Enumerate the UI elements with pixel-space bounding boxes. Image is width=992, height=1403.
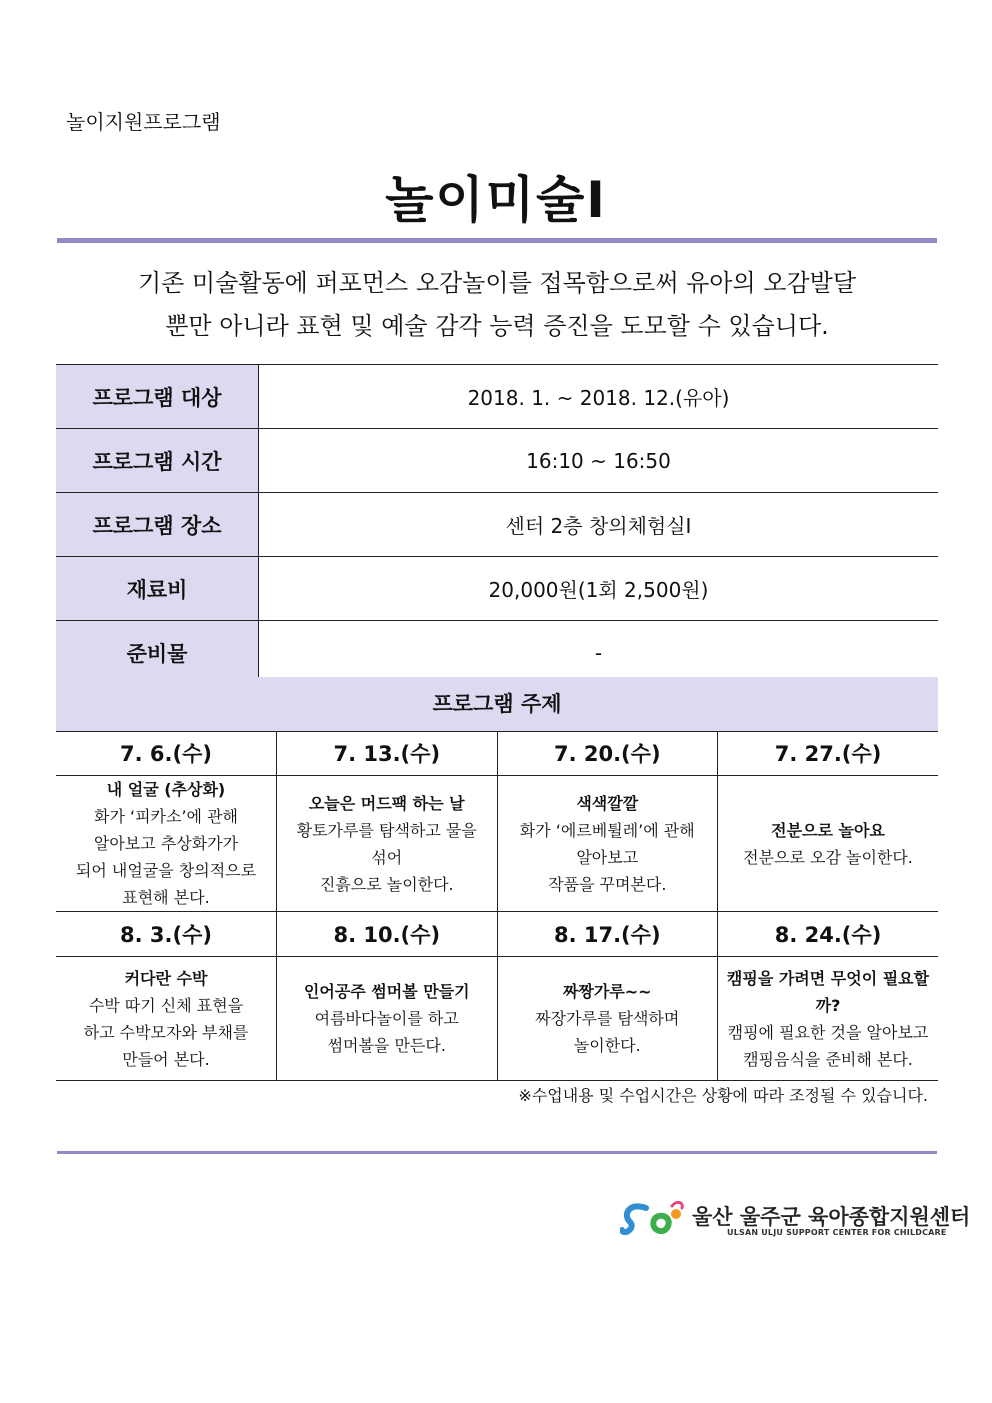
session-desc-line: 놀이한다. xyxy=(573,1036,641,1055)
session-cell xyxy=(497,957,718,1081)
session-title: 내 얼굴 (추상화) xyxy=(106,780,226,799)
session-cell xyxy=(497,776,718,912)
info-value-time: 16:10 ~ 16:50 xyxy=(259,429,939,493)
session-desc-line: 황토가루를 탐색하고 물을 xyxy=(296,820,477,840)
session-desc-line: 여름바다놀이를 하고 xyxy=(314,1009,459,1028)
session-title: 인어공주 썸머볼 만들기 xyxy=(303,982,470,1001)
session-title: 오늘은 머드팩 하는 날 xyxy=(308,793,465,813)
session-cell xyxy=(718,776,939,912)
session-cell xyxy=(56,776,277,912)
info-row xyxy=(56,621,938,685)
session-desc-line: 짜장가루를 탐색하며 xyxy=(535,1009,680,1028)
info-label-supplies: 준비물 xyxy=(56,621,259,685)
session-desc-line: 알아보고 추상화가가 xyxy=(93,834,239,853)
info-value-location: 센터 2층 창의체험실Ⅰ xyxy=(259,493,939,557)
page-title: 놀이미술Ⅰ xyxy=(385,171,607,229)
schedule-note: ※수업내용 및 수업시간은 상황에 따라 조정될 수 있습니다. xyxy=(518,1086,928,1105)
session-title: 캠핑을 가려면 무엇이 필요할까? xyxy=(726,968,930,1015)
session-date: 8. 17.(수) xyxy=(497,912,718,957)
info-label-target: 프로그램 대상 xyxy=(56,365,259,429)
info-value-fee: 20,000원(1회 2,500원) xyxy=(259,557,939,621)
session-date: 7. 6.(수) xyxy=(56,731,277,776)
session-date: 7. 27.(수) xyxy=(718,731,939,776)
session-desc-line: 진흙으로 놀이한다. xyxy=(319,874,454,894)
session-desc-line: 전분으로 오감 놀이한다. xyxy=(743,847,913,867)
session-desc-line: 캠핑음식을 준비해 본다. xyxy=(743,1049,913,1069)
info-value-target: 2018. 1. ~ 2018. 12.(유아) xyxy=(259,365,939,429)
session-date: 8. 10.(수) xyxy=(277,912,498,957)
session-grid xyxy=(56,731,938,1081)
info-row xyxy=(56,429,938,493)
info-label-fee: 재료비 xyxy=(56,557,259,621)
session-cell xyxy=(277,776,498,912)
center-name: 울산 울주군 육아종합지원센터 xyxy=(692,1205,971,1229)
session-desc-line: 화가 ‘에르베튈레’에 관해 xyxy=(519,820,695,840)
session-date-row xyxy=(56,731,938,776)
info-value-supplies: - xyxy=(259,621,939,685)
session-desc-line: 썸머볼을 만든다. xyxy=(327,1036,446,1055)
info-row xyxy=(56,365,938,429)
session-desc-line: 캠핑에 필요한 것을 알아보고 xyxy=(727,1022,929,1042)
session-cell xyxy=(718,957,939,1081)
session-desc-line: 표현해 본다. xyxy=(122,888,210,907)
info-label-time: 프로그램 시간 xyxy=(56,429,259,493)
session-desc-line: 만들어 본다. xyxy=(122,1049,210,1069)
session-title: 커다란 수박 xyxy=(124,968,208,988)
session-title: 전분으로 놀아요 xyxy=(771,820,885,840)
session-cell xyxy=(277,957,498,1081)
program-category: 놀이지원프로그램 xyxy=(66,110,221,134)
center-english-name: ULSAN ULJU SUPPORT CENTER FOR CHILDCARE xyxy=(727,1228,947,1237)
session-desc-line: 되어 내얼굴을 창의적으로 xyxy=(75,861,257,880)
session-content-row xyxy=(56,776,938,912)
session-desc-line: 알아보고 xyxy=(576,847,639,867)
session-date: 7. 20.(수) xyxy=(497,731,718,776)
session-desc-line: 작품을 꾸며본다. xyxy=(548,874,667,894)
session-desc-line: 섞어 xyxy=(371,847,403,867)
center-logo-mark-icon xyxy=(620,1198,690,1242)
theme-header: 프로그램 주제 xyxy=(56,677,938,732)
session-desc-line: 수박 따기 신체 표현을 xyxy=(88,995,244,1015)
session-desc-line: 화가 ‘피카소’에 관해 xyxy=(94,807,238,826)
session-title: 색색깔깔 xyxy=(576,793,639,813)
top-divider xyxy=(57,238,937,243)
bottom-divider xyxy=(57,1151,937,1154)
session-date: 7. 13.(수) xyxy=(277,731,498,776)
center-logo xyxy=(620,1198,971,1248)
intro-line: 기존 미술활동에 퍼포먼스 오감놀이를 접목함으로써 유아의 오감발달 xyxy=(137,269,857,297)
program-info-table xyxy=(56,364,938,685)
intro-paragraph xyxy=(57,262,937,348)
intro-line: 뿐만 아니라 표현 및 예술 감각 능력 증진을 도모할 수 있습니다. xyxy=(165,312,829,340)
session-content-row xyxy=(56,957,938,1081)
session-cell xyxy=(56,957,277,1081)
info-label-location: 프로그램 장소 xyxy=(56,493,259,557)
info-row xyxy=(56,493,938,557)
session-date: 8. 3.(수) xyxy=(56,912,277,957)
info-row xyxy=(56,557,938,621)
session-date-row xyxy=(56,912,938,957)
session-date: 8. 24.(수) xyxy=(718,912,939,957)
session-title: 짜짱가루~~ xyxy=(562,982,652,1001)
session-desc-line: 하고 수박모자와 부채를 xyxy=(83,1022,249,1042)
